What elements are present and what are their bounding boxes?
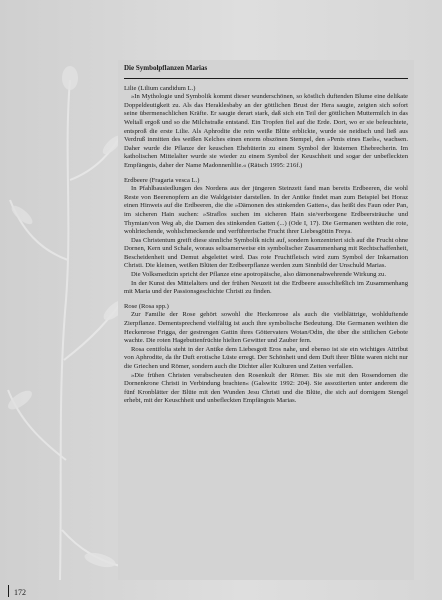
lilie-heading: Lilie (Lilium candidum L.) (124, 84, 196, 92)
section-title: Die Symbolpflanzen Marias (124, 64, 208, 72)
rose-heading: Rose (Rosa spp.) (124, 302, 169, 310)
erdbeere-paragraph-4: In der Kunst des Mittelalters und der frühen Neuzeit ist die Erdbeere ausschließlich im Zusammenhang mit Maria und der Passionsgeschichte Christi zu finden. (124, 279, 408, 296)
document-body (124, 64, 408, 406)
erdbeere-paragraph-3: Die Volksmedizin spricht der Pflanze eine apotropäische, also dämonenabwehrende Wirkung zu. (131, 271, 386, 279)
rose-paragraph-1: Zur Familie der Rose gehört sowohl die Heckenrose als auch die vielblättrige, wohlduftende Zierpflanze. Dementsprechend vielfältig ist auch ihre symbolische Bedeutung. Die Germanen weihten die Heckenrose Frigga, der gestrengen Gattin ihres Göttervaters Wotan/Odin, die über die sittlichen Gebote wachte. Die roten Hagebuttenfrüchte hielten Gewitter und Zauber fern. (124, 311, 408, 345)
rose-paragraph-2: Rosa centifolia steht in der Antike dem Liebesgott Eros nahe, und ebenso ist sie ein wichtiges Attribut von Aphrodite, da ihr Duft erotische Lüste erregt. Der Schönheit und dem Duft ihrer Blüte waren nicht nur die Griechen und Römer, sondern auch die Dichter aller Kulturen und Zeiten verfallen. (124, 345, 408, 370)
lilie-paragraph: »In Mythologie und Symbolik kommt dieser wunderschönen, so köstlich duftenden Blume eine delikate Doppeldeutigkeit zu. Als das Heraklesbaby an der göttlichen Brust der Hera saugte, zeigten sich sofort seine übermenschlichen Kräfte. Er saugte derart stark, daß sich ein Teil der göttlichen Muttermilch in das Weltall ergoß und so die Milchstraße entstand. Ein Tropfen fiel auf die Erde. Dort, wo er sie befeuchtete, entsproß die erste Lilie. Als Aphrodite die rein weiße Blüte erblickte, wurde sie neidisch und ließ aus Verdruß inmitten des weißen Kelches einen enorm obszönen Stempel, den »Penis eines Esels«, wachsen. Daher wurde die Pflanze der keuschen Ehehüterin zu einem Symbol der lüsternen Ehebrecherin. Im katholischen Mittelalter wurde sie wieder zu einem Symbol der Keuschheit und sogar der unbefleckten Empfängnis, daher der Name Madonnenlilie.« (Rätsch 1995: 216f.) (124, 93, 408, 169)
erdbeere-paragraph-2: Das Christentum greift diese sinnliche Symbolik nicht auf, sondern konzentriert sich auf die Frucht ohne Dornen, Kern und Schale, woraus seltsamerweise ein symbolischer Zusammenhang mit Rechtschaffenheit, Bescheidenheit und Demut abgeleitet wird. Das rote Fruchtfleisch wird zum Symbol der Inkarnation Christi. Die kleinen, weißen Blüten der Erdbeerpflanze werden zum Sinnbild der Unschuld Marias. (124, 236, 408, 270)
title-rule (124, 78, 408, 79)
page-number: 172 (14, 588, 26, 597)
page-number-rule (8, 585, 9, 597)
erdbeere-paragraph-1: In Pfahlbausiedlungen des Nordens aus der jüngeren Steinzeit fand man bereits Erdbeeren, die wohl Reste von Beerenopfern an die Waldgeister darstellen. In der Antike findet man zum Beispiel bei Horaz einen Hinweis auf die Erdbeeren, die die »Dämonen des stinkenden Gatten«, das heißt des Faun oder Pan, im sicheren Hain suchen: »Straflos suchen im sicheren Hain sie/verborgene Erdbeersträuche und Thymian/von Weg ab, die Damen des stinkenden Gatten (...) (Ode I, 17). Die Germanen weihten die rote, wohlriechende, wohlschmeckende und verführerische Frucht ihrer Liebesgöttin Freya. (124, 185, 408, 236)
rose-paragraph-3: »Die frühen Christen verabscheuten den Rosenkult der Römer. Bis sie mit den Rosendornen die Dornenkrone Christi in Verbindung brachten« (Galswitz 1992: 204). Sie assoziierten unter anderem die fünf Kronblätter der Blüte mit den Wunden Jesu Christi und die Blüte, die sich auf dornigem Stengel erhebt, mit der Keuschheit und unbefleckten Empfängnis Marias. (124, 371, 408, 405)
erdbeere-heading: Erdbeere (Fragaria vesca L.) (124, 176, 200, 184)
